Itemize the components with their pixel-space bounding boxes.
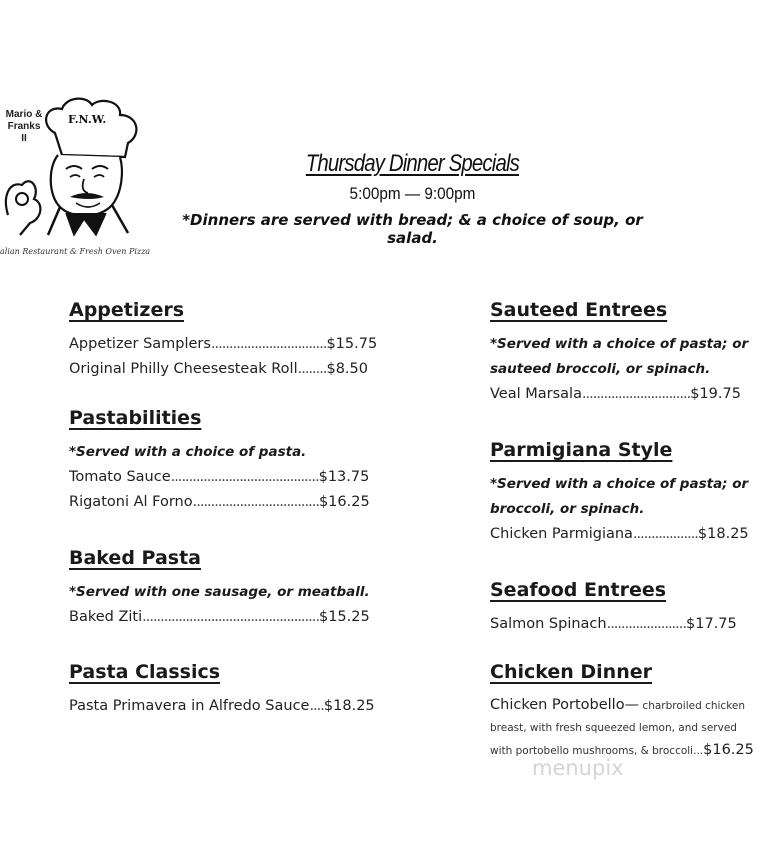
item-name: Salmon Spinach [490,616,607,632]
dinner-note: *Dinners are served with bread; & a choice of soup, or salad. [182,211,643,247]
item-price: $16.25 [318,494,370,510]
menu-item [69,465,389,490]
section-parmigiana-style [490,438,758,547]
logo-name [2,109,46,145]
item-name: Baked Ziti [69,609,143,625]
section-title: Pastabilities [69,407,202,429]
menu-item [69,605,389,630]
service-hours: 5:00pm — 9:00pm [349,184,476,203]
item-price: $15.25 [318,609,370,625]
section-chicken-dinner [490,660,758,762]
section-title: Appetizers [69,299,185,321]
logo-name-line3: II [21,133,27,144]
item-dots: .... [309,698,324,714]
logo-tagline: alian Restaurant & Fresh Oven Pizza [0,247,151,256]
item-price: $19.75 [690,386,741,402]
item-dots: ................................ [210,336,327,352]
item-price: $15.75 [326,336,378,352]
item-price: $8.50 [326,361,368,377]
item-name: Chicken Parmigiana [490,526,633,542]
item-description-end: with portobello mushrooms, & broccoli [490,745,694,757]
section-pasta-classics [69,660,389,719]
section-title: Baked Pasta [69,547,201,569]
item-dots: ................................... [192,494,319,510]
item-price: $13.75 [318,469,370,485]
item-price: $18.25 [697,526,749,542]
item-price: $16.25 [703,742,754,758]
restaurant-logo [0,95,160,265]
section-title: Pasta Classics [69,661,221,683]
menu-item [490,612,758,637]
menu-item [490,382,758,407]
section-title: Chicken Dinner [490,661,652,683]
section-appetizers [69,298,389,382]
section-title: Sauteed Entrees [490,299,668,321]
section-title: Seafood Entrees [490,579,667,601]
item-name: Veal Marsala [490,386,582,402]
section-baked-pasta [69,546,389,630]
menu-item [69,332,389,357]
menu-item [69,357,389,382]
section-pastabilities [69,406,389,515]
item-description: charbroiled chicken [639,700,746,712]
menu-item [490,694,758,717]
menu-item [69,490,389,515]
item-description-line [490,739,758,762]
section-sauteed-entrees [490,298,758,407]
item-name: Original Philly Cheesesteak Roll [69,361,298,377]
item-price: $17.75 [686,616,737,632]
section-note-line2: broccoli, or spinach. [490,501,645,517]
section-note-line1: *Served with a choice of pasta; or [490,476,749,492]
item-dots: ......................................... [170,469,319,485]
item-name: Chicken Portobello [490,697,625,713]
section-seafood-entrees [490,578,758,637]
section-title: Parmigiana Style [490,439,673,461]
section-note: *Served with a choice of pasta. [69,444,307,460]
item-dots: ........ [297,361,327,377]
logo-name-line1: Mario & [5,109,43,120]
menu-title: Thursday Dinner Specials [305,150,520,177]
item-name: Pasta Primavera in Alfredo Sauce [69,698,310,714]
item-name: Appetizer Samplers [69,336,211,352]
section-note-line1: *Served with a choice of pasta; or [490,336,749,352]
watermark: menupix [532,756,624,780]
menu-header [165,150,660,247]
logo-name-line2: Franks [7,121,41,132]
item-dots: .................. [632,526,698,542]
section-note-line2: sauteed broccoli, or spinach. [490,361,711,377]
item-price: $18.25 [323,698,375,714]
menu-item [69,694,389,719]
menu-item [490,522,758,547]
hat-lettering: F.N.W. [68,113,107,126]
item-dots: ...................... [606,616,686,632]
item-dots: ... [693,745,704,757]
section-note: *Served with one sausage, or meatball. [69,584,370,600]
item-dots: .............................. [581,386,691,402]
item-description-line: breast, with fresh squeezed lemon, and served [490,722,737,734]
item-dots: ................................................. [142,609,319,625]
item-name: Rigatoni Al Forno [69,494,193,510]
item-dash: — [624,697,640,713]
item-name: Tomato Sauce [69,469,171,485]
